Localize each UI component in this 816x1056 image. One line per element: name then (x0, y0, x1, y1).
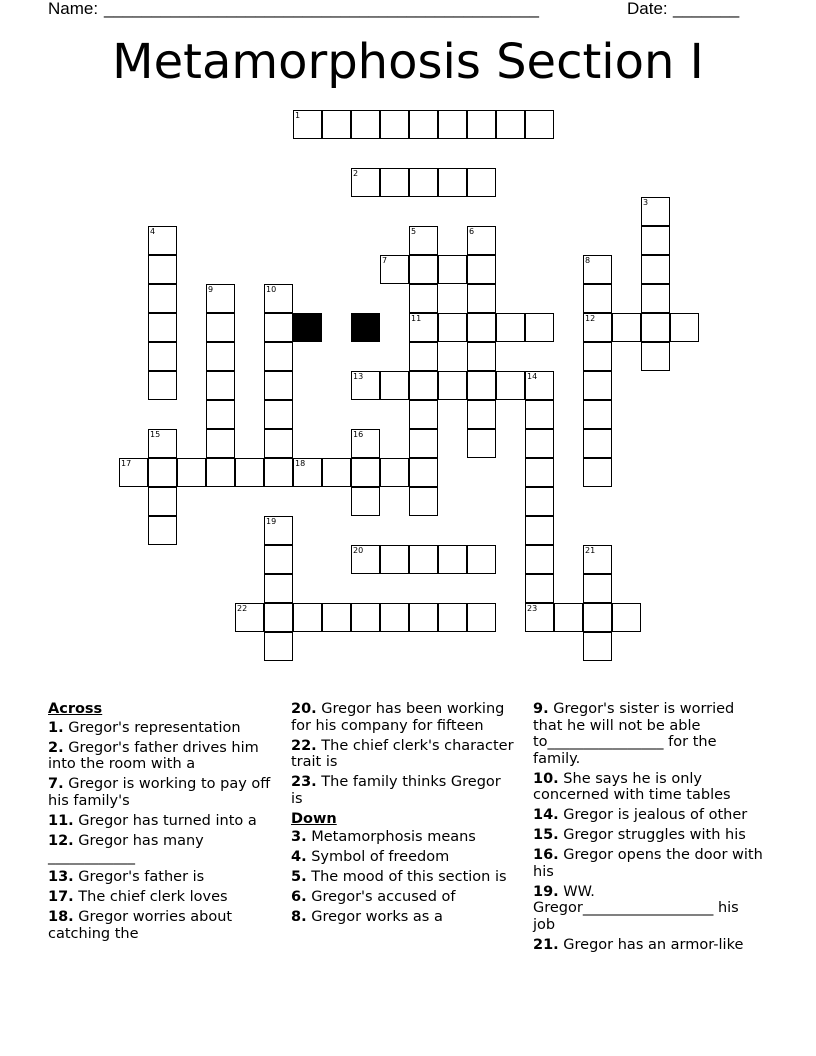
clue-number: 17. (48, 889, 74, 905)
grid-cell[interactable] (583, 255, 612, 284)
grid-cell[interactable] (293, 110, 322, 139)
grid-cell-black (351, 313, 380, 342)
grid-cell[interactable] (467, 371, 496, 400)
grid-cell[interactable] (206, 313, 235, 342)
grid-cell[interactable] (525, 487, 554, 516)
grid-cell[interactable] (467, 168, 496, 197)
clue-number-label: 18 (295, 459, 306, 468)
grid-cell[interactable] (467, 342, 496, 371)
clue-number: 7. (48, 776, 64, 792)
clue-number-label: 5 (411, 227, 417, 236)
clue-number-label: 12 (585, 314, 596, 323)
clue-number: 14. (533, 807, 559, 823)
grid-cell[interactable] (148, 516, 177, 545)
clue-text: Gregor works as a (311, 909, 443, 925)
clue-number: 12. (48, 832, 74, 849)
clue-number-label: 16 (353, 430, 364, 439)
grid-cell[interactable] (409, 371, 438, 400)
clue-item (291, 774, 516, 807)
grid-cell[interactable] (583, 400, 612, 429)
clue-text: Symbol of freedom (311, 849, 450, 865)
grid-cell[interactable] (409, 284, 438, 313)
grid-cell[interactable] (525, 458, 554, 487)
grid-cell[interactable] (409, 400, 438, 429)
grid-cell[interactable] (351, 545, 380, 574)
grid-cell[interactable] (148, 342, 177, 371)
clue-item (291, 849, 516, 866)
clue-number: 3. (291, 829, 307, 845)
grid-cell[interactable] (177, 458, 206, 487)
grid-cell[interactable] (206, 400, 235, 429)
grid-cell[interactable] (409, 458, 438, 487)
clue-number: 13. (48, 869, 74, 885)
clue-number: 1. (48, 719, 64, 736)
clue-item (291, 738, 516, 771)
grid-cell[interactable] (525, 110, 554, 139)
grid-cell[interactable] (525, 371, 554, 400)
grid-cell[interactable] (206, 342, 235, 371)
grid-cell[interactable] (554, 603, 583, 632)
grid-cell[interactable] (467, 603, 496, 632)
grid-cell[interactable] (351, 371, 380, 400)
clue-number: 20. (291, 701, 317, 717)
grid-cell[interactable] (641, 226, 670, 255)
grid-cell[interactable] (148, 284, 177, 313)
grid-cell[interactable] (148, 458, 177, 487)
clue-text: Gregor has turned into a (78, 812, 257, 829)
clue-number-label: 17 (121, 459, 132, 468)
grid-cell[interactable] (380, 371, 409, 400)
grid-cell[interactable] (380, 168, 409, 197)
grid-cell[interactable] (206, 371, 235, 400)
grid-cell[interactable] (467, 545, 496, 574)
clue-number-label: 10 (266, 285, 277, 294)
grid-cell[interactable] (583, 632, 612, 661)
grid-cell[interactable] (409, 545, 438, 574)
clue-text: Gregor is jealous of other (563, 807, 748, 823)
grid-cell[interactable] (409, 487, 438, 516)
clue-text: Gregor is working to pay off his family's (48, 776, 271, 809)
grid-cell[interactable] (235, 603, 264, 632)
grid-cell[interactable] (351, 168, 380, 197)
clue-number-label: 22 (237, 604, 248, 613)
grid-cell[interactable] (438, 371, 467, 400)
grid-cell[interactable] (322, 603, 351, 632)
name-field[interactable]: ______________________________________________ (104, 0, 539, 18)
clue-text: Gregor worries about catching the (48, 909, 233, 942)
grid-cell[interactable] (235, 458, 264, 487)
grid-cell[interactable] (264, 342, 293, 371)
grid-cell[interactable] (293, 458, 322, 487)
clue-number-label: 7 (382, 256, 388, 265)
grid-cell[interactable] (409, 429, 438, 458)
date-label: Date: (627, 0, 668, 18)
grid-cell[interactable] (525, 400, 554, 429)
grid-cell[interactable] (583, 284, 612, 313)
grid-cell[interactable] (409, 168, 438, 197)
grid-cell[interactable] (612, 603, 641, 632)
grid-cell[interactable] (438, 313, 467, 342)
clue-item (533, 827, 763, 844)
clue-item (533, 701, 763, 767)
clue-number-label: 19 (266, 517, 277, 526)
grid-cell[interactable] (351, 487, 380, 516)
grid-cell[interactable] (583, 458, 612, 487)
grid-cell[interactable] (525, 313, 554, 342)
clue-item (533, 771, 763, 804)
grid-cell[interactable] (583, 371, 612, 400)
clue-text: The chief clerk loves (78, 889, 228, 905)
grid-cell[interactable] (438, 168, 467, 197)
page-title: Metamorphosis Section I (112, 34, 704, 90)
clue-number-label: 21 (585, 546, 596, 555)
grid-cell[interactable] (496, 313, 525, 342)
grid-cell[interactable] (322, 110, 351, 139)
grid-cell[interactable] (467, 313, 496, 342)
clue-item (291, 909, 516, 926)
clue-number: 6. (291, 889, 307, 905)
grid-cell[interactable] (351, 110, 380, 139)
clue-number: 16. (533, 847, 559, 863)
date-field[interactable]: _______ (673, 0, 740, 18)
grid-cell[interactable] (380, 110, 409, 139)
grid-cell[interactable] (351, 603, 380, 632)
grid-cell[interactable] (264, 313, 293, 342)
grid-cell[interactable] (583, 429, 612, 458)
clue-text: The mood of this section is (311, 869, 507, 885)
clue-text: WW. Gregor__________________ his job (533, 883, 739, 933)
clue-text: Gregor has an armor-like (563, 936, 744, 953)
grid-cell[interactable] (583, 574, 612, 603)
grid-cell[interactable] (148, 313, 177, 342)
grid-cell[interactable] (467, 255, 496, 284)
clue-number-label: 23 (527, 604, 538, 613)
grid-cell[interactable] (525, 545, 554, 574)
grid-cell[interactable] (409, 603, 438, 632)
clue-text: She says he is only concerned with time tables (533, 770, 731, 803)
grid-cell[interactable] (293, 603, 322, 632)
grid-cell[interactable] (264, 429, 293, 458)
grid-cell[interactable] (467, 226, 496, 255)
clue-number: 23. (291, 774, 317, 790)
clue-number: 18. (48, 909, 74, 925)
clue-number: 4. (291, 849, 307, 865)
clue-number: 10. (533, 770, 559, 787)
clues-column-3 (533, 701, 763, 957)
grid-cell[interactable] (525, 603, 554, 632)
grid-cell[interactable] (438, 545, 467, 574)
grid-cell[interactable] (119, 458, 148, 487)
grid-cell[interactable] (148, 371, 177, 400)
grid-cell[interactable] (148, 226, 177, 255)
clue-item (533, 807, 763, 824)
name-label: Name: (48, 0, 99, 18)
grid-cell[interactable] (264, 284, 293, 313)
grid-cell[interactable] (409, 110, 438, 139)
clue-number-label: 9 (208, 285, 214, 294)
grid-cell[interactable] (525, 516, 554, 545)
grid-cell[interactable] (583, 603, 612, 632)
grid-cell[interactable] (206, 284, 235, 313)
clue-number: 19. (533, 883, 559, 900)
grid-cell[interactable] (264, 400, 293, 429)
grid-cell[interactable] (525, 574, 554, 603)
grid-cell[interactable] (148, 487, 177, 516)
clue-number-label: 15 (150, 430, 161, 439)
clue-number: 2. (48, 739, 64, 756)
grid-cell[interactable] (264, 516, 293, 545)
clue-item (48, 909, 273, 942)
grid-cell[interactable] (264, 458, 293, 487)
clue-item (533, 884, 763, 934)
clue-number-label: 13 (353, 372, 364, 381)
grid-cell[interactable] (641, 197, 670, 226)
clue-text: Gregor's sister is worried that he will not be able to________________ for the family. (533, 701, 735, 767)
clue-item (48, 813, 273, 830)
grid-cell[interactable] (496, 110, 525, 139)
clue-item (291, 869, 516, 886)
clue-item (291, 829, 516, 846)
grid-cell[interactable] (148, 255, 177, 284)
clue-section-heading: Down (291, 810, 337, 827)
clue-number: 21. (533, 936, 559, 953)
clue-text: Gregor opens the door with his (533, 847, 763, 880)
grid-cell[interactable] (583, 342, 612, 371)
clue-item (48, 833, 273, 866)
clue-number-label: 20 (353, 546, 364, 555)
grid-cell[interactable] (641, 255, 670, 284)
grid-cell[interactable] (612, 313, 641, 342)
grid-cell[interactable] (409, 342, 438, 371)
clues-column-1 (48, 701, 273, 946)
grid-cell[interactable] (409, 226, 438, 255)
clue-item (48, 776, 273, 809)
clue-number-label: 8 (585, 256, 591, 265)
clue-item (291, 889, 516, 906)
clue-number: 5. (291, 869, 307, 885)
clue-text: Gregor's representation (68, 719, 241, 736)
grid-cell[interactable] (641, 284, 670, 313)
grid-cell[interactable] (380, 255, 409, 284)
grid-cell[interactable] (264, 545, 293, 574)
clue-number: 9. (533, 701, 549, 717)
clue-item (533, 937, 763, 954)
clue-text: The family thinks Gregor is (291, 774, 501, 807)
grid-cell[interactable] (264, 371, 293, 400)
grid-cell[interactable] (264, 603, 293, 632)
clue-number: 22. (291, 737, 317, 754)
grid-cell[interactable] (206, 458, 235, 487)
grid-cell[interactable] (670, 313, 699, 342)
grid-cell[interactable] (380, 545, 409, 574)
clue-item (291, 701, 516, 734)
grid-cell[interactable] (496, 371, 525, 400)
grid-cell[interactable] (264, 632, 293, 661)
grid-cell[interactable] (380, 458, 409, 487)
clue-item (48, 889, 273, 906)
clues-column-2 (291, 701, 516, 929)
clue-item (48, 869, 273, 886)
clue-text: Gregor's father drives him into the room with a (48, 739, 259, 772)
grid-cell[interactable] (438, 255, 467, 284)
grid-cell[interactable] (409, 313, 438, 342)
clue-text: Gregor has been working for his company for fifteen (291, 701, 505, 734)
grid-cell[interactable] (438, 603, 467, 632)
clue-number-label: 2 (353, 169, 359, 178)
clue-text: Metamorphosis means (311, 829, 476, 845)
clue-number: 8. (291, 909, 307, 925)
clue-text: Gregor's father is (78, 869, 205, 885)
clue-number-label: 11 (411, 314, 422, 323)
grid-cell[interactable] (467, 400, 496, 429)
clue-text: Gregor struggles with his (563, 827, 746, 843)
grid-cell[interactable] (641, 342, 670, 371)
grid-cell[interactable] (467, 429, 496, 458)
grid-cell[interactable] (380, 603, 409, 632)
grid-cell[interactable] (467, 284, 496, 313)
grid-cell-black (293, 313, 322, 342)
clue-text: Gregor has many ____________ (48, 832, 204, 865)
clue-number: 15. (533, 827, 559, 843)
clue-number-label: 14 (527, 372, 538, 381)
grid-cell[interactable] (264, 574, 293, 603)
grid-cell[interactable] (148, 429, 177, 458)
clue-text: Gregor's accused of (311, 889, 456, 905)
clue-number-label: 4 (150, 227, 156, 236)
grid-cell[interactable] (525, 429, 554, 458)
grid-cell[interactable] (206, 429, 235, 458)
grid-cell[interactable] (438, 110, 467, 139)
clue-section-heading: Across (48, 701, 103, 717)
clue-text: The chief clerk's character trait is (291, 737, 514, 770)
clue-number-label: 1 (295, 111, 301, 120)
grid-cell[interactable] (583, 545, 612, 574)
grid-cell[interactable] (409, 255, 438, 284)
grid-cell[interactable] (351, 458, 380, 487)
clue-item (48, 720, 273, 737)
clue-item (48, 740, 273, 773)
clue-number-label: 3 (643, 198, 649, 207)
grid-cell[interactable] (322, 458, 351, 487)
grid-cell[interactable] (351, 429, 380, 458)
grid-cell[interactable] (641, 313, 670, 342)
grid-cell[interactable] (467, 110, 496, 139)
grid-cell[interactable] (583, 313, 612, 342)
clue-number: 11. (48, 812, 74, 829)
clue-number-label: 6 (469, 227, 475, 236)
clue-item (533, 847, 763, 880)
